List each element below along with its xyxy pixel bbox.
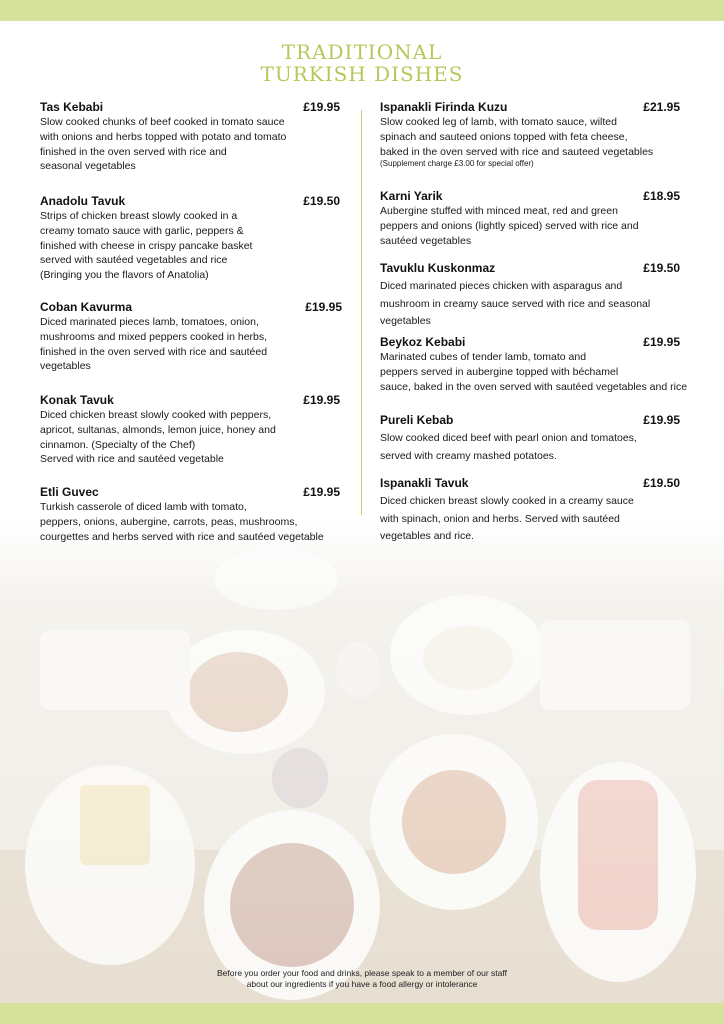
menu-item-description: Diced marinated pieces lamb, tomatoes, onion, mushrooms and mixed peppers cooked in herbs, finished in the oven served with rice and sautéed vegetables xyxy=(40,316,268,373)
menu-item-ispanakli-tavuk xyxy=(380,476,680,546)
menu-item-price: £19.95 xyxy=(303,393,340,407)
menu-item-description: Turkish casserole of diced lamb with tomato, peppers, onions, aubergine, carrots, peas, mushrooms, courgettes and herbs served with rice and sautéed vegetable xyxy=(40,501,324,543)
menu-item-price: £21.95 xyxy=(643,100,680,114)
menu-item-tavuklu-kuskonmaz xyxy=(380,261,680,331)
menu-item-description: Slow cooked chunks of beef cooked in tomato sauce with onions and herbs topped with potato and tomato finished in the oven served with rice and seasonal vegetables xyxy=(40,116,287,173)
menu-item-name: Karni Yarik xyxy=(380,189,443,203)
menu-item-description: Diced chicken breast slowly cooked in a creamy sauce with spinach, onion and herbs. Served with sautéed vegetables and rice. xyxy=(380,495,634,542)
menu-item-description: Diced marinated pieces chicken with asparagus and mushroom in creamy sauce served with rice and seasonal vegetables xyxy=(380,280,651,327)
menu-item-price: £19.95 xyxy=(303,485,340,499)
menu-item-name: Pureli Kebab xyxy=(380,413,454,427)
menu-item-price: £19.95 xyxy=(305,300,342,314)
menu-item-coban-kavurma xyxy=(40,300,342,374)
menu-item-description: Slow cooked diced beef with pearl onion and tomatoes, served with creamy mashed potatoes. xyxy=(380,432,637,462)
menu-item-name: Tas Kebabi xyxy=(40,100,104,114)
menu-item-name: Konak Tavuk xyxy=(40,393,114,407)
menu-item-description: Slow cooked leg of lamb, with tomato sauce, wilted spinach and sauteed onions topped with feta cheese, baked in the oven served with rice and sauteed vegetables xyxy=(380,116,654,158)
column-divider xyxy=(361,110,362,515)
menu-item-karni-yarik xyxy=(380,189,680,248)
menu-item-description: Marinated cubes of tender lamb, tomato and peppers served in aubergine topped with béchamel sauce, baked in the oven served with sautéed vegetables and rice xyxy=(380,351,688,393)
menu-item-description: Strips of chicken breast slowly cooked in a creamy tomato sauce with garlic, peppers & finished with cheese in crispy pancake basket served with sautéed vegetables and rice (Bringing you the flavors of Anatolia) xyxy=(40,210,253,282)
menu-item-name: Anadolu Tavuk xyxy=(40,194,126,208)
menu-item-etli-guvec xyxy=(40,485,340,544)
menu-item-name: Ispanakli Tavuk xyxy=(380,476,469,490)
allergy-notice-line2: about our ingredients if you have a food allergy or intolerance xyxy=(246,979,478,989)
menu-item-beykoz-kebabi xyxy=(380,335,688,394)
menu-item-anadolu-tavuk xyxy=(40,194,340,283)
menu-item-name: Ispanakli Firinda Kuzu xyxy=(380,100,508,114)
menu-title-line1: TRADITIONAL xyxy=(281,40,443,64)
menu-item-price: £19.95 xyxy=(643,335,680,349)
bottom-accent-band xyxy=(0,1003,724,1024)
supplement-note: (Supplement charge £3.00 for special offer) xyxy=(380,159,534,169)
menu-item-description: Aubergine stuffed with minced meat, red and green peppers and onions (lightly spiced) served with rice and sautéed vegetables xyxy=(380,205,639,247)
allergy-notice-line1: Before you order your food and drinks, please speak to a member of our staff xyxy=(217,968,507,978)
menu-item-ispanakli-firinda-kuzu xyxy=(380,100,680,169)
menu-item-price: £18.95 xyxy=(643,189,680,203)
menu-item-price: £19.95 xyxy=(303,100,340,114)
menu-item-name: Beykoz Kebabi xyxy=(380,335,466,349)
menu-title-line2: TURKISH DISHES xyxy=(260,62,464,86)
top-accent-band xyxy=(0,0,724,21)
menu-item-name: Tavuklu Kuskonmaz xyxy=(380,261,496,275)
menu-item-pureli-kebab xyxy=(380,413,680,465)
allergy-notice xyxy=(0,968,724,990)
menu-item-name: Etli Guvec xyxy=(40,485,99,499)
menu-item-konak-tavuk xyxy=(40,393,340,467)
menu-item-description: Diced chicken breast slowly cooked with peppers, apricot, sultanas, almonds, lemon juice, honey and cinnamon. (Specialty of the Chef) Served with rice and sautéed vegetable xyxy=(40,409,276,466)
food-photo-background xyxy=(0,520,724,1003)
menu-item-tas-kebabi xyxy=(40,100,340,174)
menu-item-price: £19.95 xyxy=(643,413,680,427)
menu-item-price: £19.50 xyxy=(643,261,680,275)
menu-item-name: Coban Kavurma xyxy=(40,300,133,314)
menu-item-price: £19.50 xyxy=(643,476,680,490)
menu-item-price: £19.50 xyxy=(303,194,340,208)
